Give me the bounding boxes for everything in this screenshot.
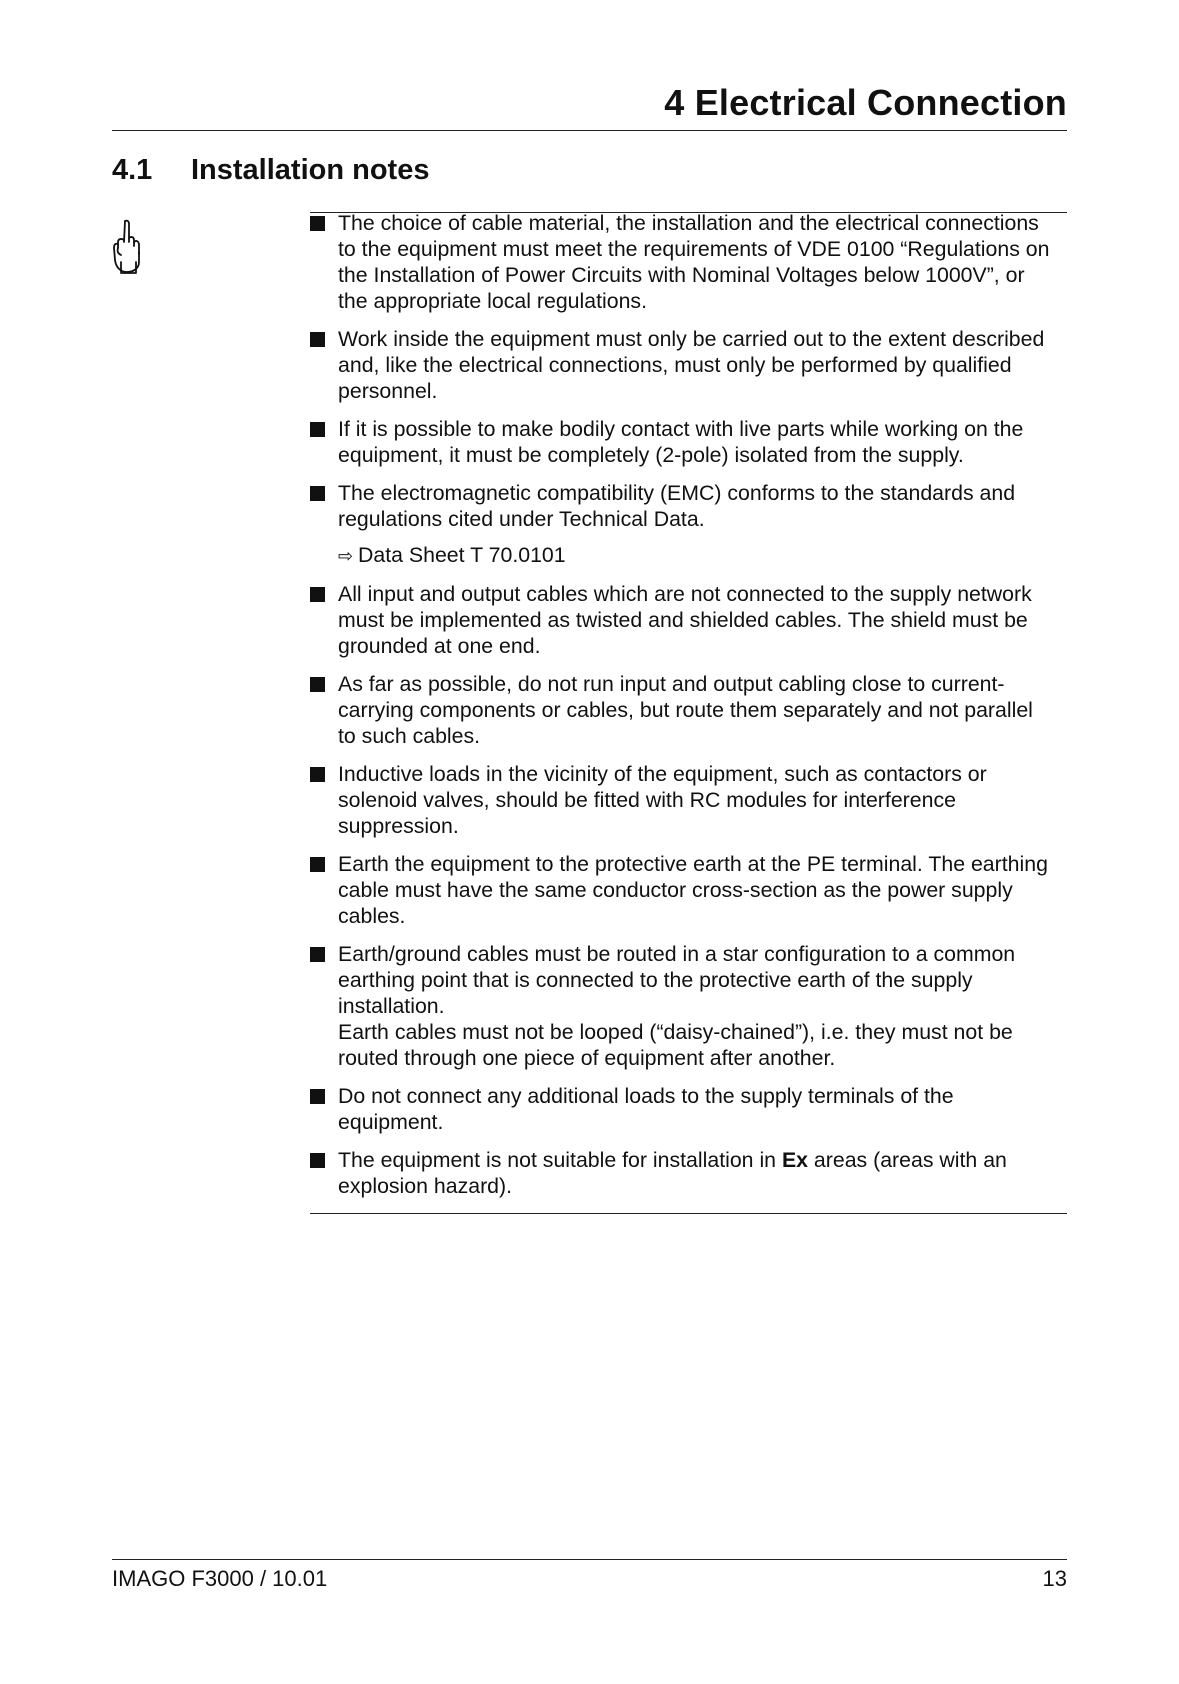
square-bullet-icon [310, 857, 325, 872]
square-bullet-icon [310, 767, 325, 782]
square-bullet-icon [310, 1089, 325, 1104]
note-line: installation. [338, 994, 445, 1018]
ex-term: Ex [781, 1148, 809, 1172]
note-item [310, 416, 1067, 468]
reference-arrow-icon: ⇨ [338, 546, 354, 566]
note-line: regulations cited under Technical Data. [338, 507, 705, 531]
page-number: 13 [1042, 1566, 1067, 1591]
note-line: Earth cables must not be looped (“daisy-chained”), i.e. they must not be [338, 1020, 1013, 1044]
note-line [338, 1147, 1067, 1173]
pointing-hand-icon [112, 218, 142, 276]
note-line: suppression. [338, 814, 459, 838]
square-bullet-icon [310, 677, 325, 692]
reference-text: Data Sheet T 70.0101 [358, 543, 566, 567]
note-line: equipment. [338, 1110, 444, 1134]
note-line: Do not connect any additional loads to the supply terminals of the [338, 1084, 954, 1108]
note-line: If it is possible to make bodily contact with live parts while working on the [338, 417, 1024, 441]
section-heading [112, 154, 429, 187]
note-item [310, 941, 1067, 1071]
chapter-title: 4 Electrical Connection [664, 82, 1067, 123]
note-line: equipment, it must be completely (2-pole) isolated from the supply. [338, 443, 964, 467]
note-line: Work inside the equipment must only be carried out to the extent described [338, 327, 1045, 351]
section-title: Installation notes [191, 154, 430, 186]
note-item [310, 851, 1067, 929]
note-line: The choice of cable material, the installation and the electrical connections [338, 211, 1039, 235]
note-line: personnel. [338, 379, 438, 403]
note-line: earthing point that is connected to the protective earth of the supply [338, 968, 973, 992]
note-line: carrying components or cables, but route them separately and not parallel [338, 698, 1033, 722]
note-line: cable must have the same conductor cross-section as the power supply [338, 878, 1013, 902]
note-line: solenoid valves, should be fitted with RC modules for interference [338, 788, 956, 812]
note-line: to such cables. [338, 724, 481, 748]
note-line: Earth the equipment to the protective earth at the PE terminal. The earthing [338, 852, 1048, 876]
note-item [310, 671, 1067, 749]
note-text: areas (areas with an [808, 1148, 1007, 1172]
note-line: As far as possible, do not run input and output cabling close to current- [338, 672, 1005, 696]
note-line: explosion hazard). [338, 1174, 513, 1198]
square-bullet-icon [310, 332, 325, 347]
note-line: cables. [338, 904, 406, 928]
note-text: The equipment is not suitable for installation in [338, 1148, 782, 1172]
note-line: routed through one piece of equipment after another. [338, 1046, 836, 1070]
note-line: All input and output cables which are not connected to the supply network [338, 582, 1032, 606]
square-bullet-icon [310, 1153, 325, 1168]
square-bullet-icon [310, 422, 325, 437]
note-line: Earth/ground cables must be routed in a star configuration to a common [338, 942, 1016, 966]
note-line: the appropriate local regulations. [338, 289, 648, 313]
chapter-divider [112, 130, 1067, 131]
square-bullet-icon [310, 486, 325, 501]
note-line: the Installation of Power Circuits with Nominal Voltages below 1000V”, or [338, 263, 1025, 287]
notes-bottom-rule [310, 1213, 1067, 1214]
cross-reference [338, 542, 1067, 569]
square-bullet-icon [310, 587, 325, 602]
note-line: to the equipment must meet the requirements of VDE 0100 “Regulations on [338, 237, 1050, 261]
square-bullet-icon [310, 947, 325, 962]
note-item [310, 761, 1067, 839]
note-line: and, like the electrical connections, must only be performed by qualified [338, 353, 1012, 377]
section-number: 4.1 [112, 154, 153, 186]
note-line: grounded at one end. [338, 634, 541, 658]
footer-divider [112, 1559, 1067, 1560]
document-id: IMAGO F3000 / 10.01 [112, 1566, 328, 1591]
note-item [310, 326, 1067, 404]
note-line: The electromagnetic compatibility (EMC) conforms to the standards and [338, 481, 1016, 505]
note-line: Inductive loads in the vicinity of the equipment, such as contactors or [338, 762, 987, 786]
square-bullet-icon [310, 216, 325, 231]
note-item [310, 210, 1067, 314]
note-item [310, 480, 1067, 532]
note-item [310, 581, 1067, 659]
installation-notes-list [310, 210, 1067, 1211]
note-item [310, 1083, 1067, 1135]
note-line: must be implemented as twisted and shielded cables. The shield must be [338, 608, 1028, 632]
note-item [310, 1147, 1067, 1199]
